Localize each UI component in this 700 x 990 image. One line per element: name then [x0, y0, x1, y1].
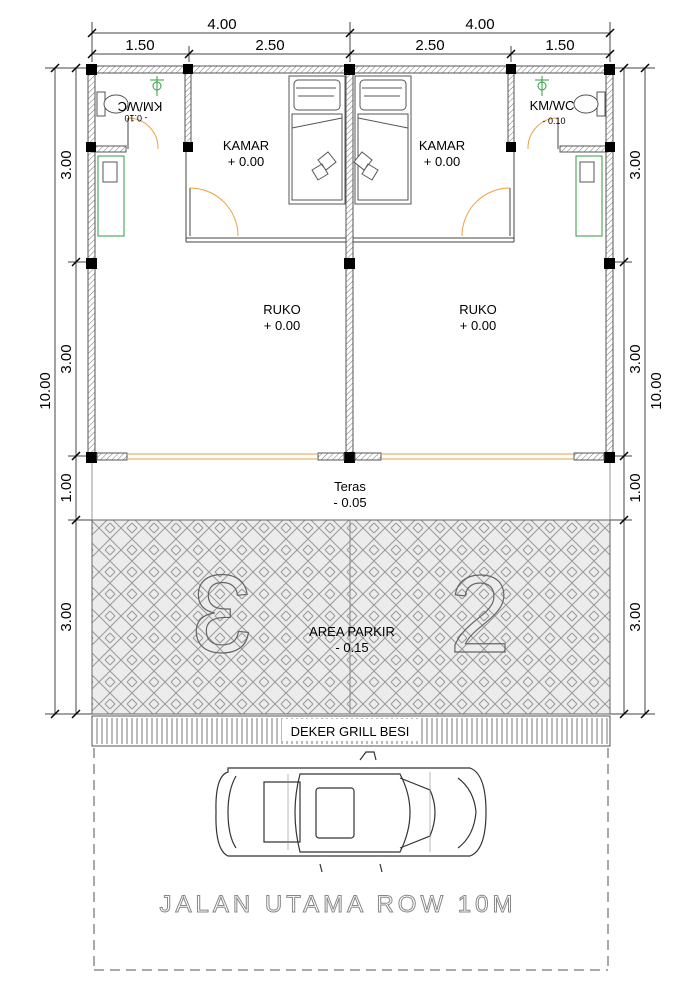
room-name-parkir: AREA PARKIR [309, 624, 395, 639]
dim-top-seg-3: 2.50 [415, 37, 445, 54]
shower-left-icon [150, 76, 164, 96]
shower-right-icon [535, 76, 549, 96]
dim-top-seg-2: 2.50 [255, 37, 285, 54]
wall-wc-left [185, 70, 191, 148]
room-name-kamar-right: KAMAR [418, 138, 466, 153]
wall-top-right [350, 66, 612, 73]
dim-left-seg-1: 3.00 [58, 150, 75, 180]
dim-right-seg-3: 1.00 [627, 473, 644, 503]
door-kamar-right [462, 188, 510, 236]
paving-area [92, 520, 610, 714]
room-level-parkir: - 0.15 [335, 640, 369, 655]
toilet-right-icon [574, 92, 605, 116]
bed-right [354, 76, 411, 204]
parking-area [92, 520, 610, 714]
dim-top-overall-right: 4.00 [465, 16, 495, 33]
wall-wc-right [508, 70, 514, 148]
wall-wc-left-bottom [92, 146, 126, 152]
dim-right-seg-2: 3.00 [627, 344, 644, 374]
room-name-wc-right: KM/WC [529, 98, 575, 113]
room-name-wc-left: KM/WC [117, 99, 163, 114]
unit-number-right: 2 [449, 553, 511, 676]
room-level-kamar-left: + 0.00 [227, 154, 265, 169]
road-label: JALAN UTAMA ROW 10M [159, 891, 517, 918]
room-level-kamar-right: + 0.00 [423, 154, 461, 169]
car-icon [216, 752, 486, 872]
sink-left-icon [98, 156, 124, 236]
unit-number-left: 3 [191, 553, 253, 676]
right-dimensions [610, 64, 665, 718]
room-name-teras: Teras [334, 479, 366, 494]
dim-top-seg-1: 1.50 [125, 37, 155, 54]
dim-left-total: 10.00 [37, 372, 54, 410]
room-level-wc-right: - 0.10 [542, 116, 566, 126]
top-dimensions [88, 16, 614, 62]
wall-wc-right-bottom [560, 146, 608, 152]
dim-left-seg-4: 3.00 [58, 602, 75, 632]
dim-right-seg-4: 3.00 [627, 602, 644, 632]
dim-top-overall-left: 4.00 [207, 16, 237, 33]
deker-label: DEKER GRILL BESI [290, 724, 410, 739]
door-kamar-left [190, 188, 238, 236]
bed-left [289, 76, 345, 204]
room-name-kamar-left: KAMAR [222, 138, 270, 153]
building [86, 64, 615, 463]
dim-right-seg-1: 3.00 [627, 150, 644, 180]
dim-top-seg-4: 1.50 [545, 37, 575, 54]
room-name-ruko-right: RUKO [459, 302, 497, 317]
room-level-ruko-left: + 0.00 [263, 318, 301, 333]
dim-left-seg-3: 1.00 [58, 473, 75, 503]
wall-top-left [88, 66, 352, 73]
room-level-teras: - 0.05 [333, 495, 367, 510]
dim-left-seg-2: 3.00 [58, 344, 75, 374]
room-level-ruko-right: + 0.00 [459, 318, 497, 333]
left-dimensions [37, 64, 92, 718]
dim-right-total: 10.00 [648, 372, 665, 410]
room-name-ruko-left: RUKO [263, 302, 301, 317]
room-level-wc-left: - 0.10 [124, 113, 148, 123]
sink-right-icon [576, 156, 602, 236]
